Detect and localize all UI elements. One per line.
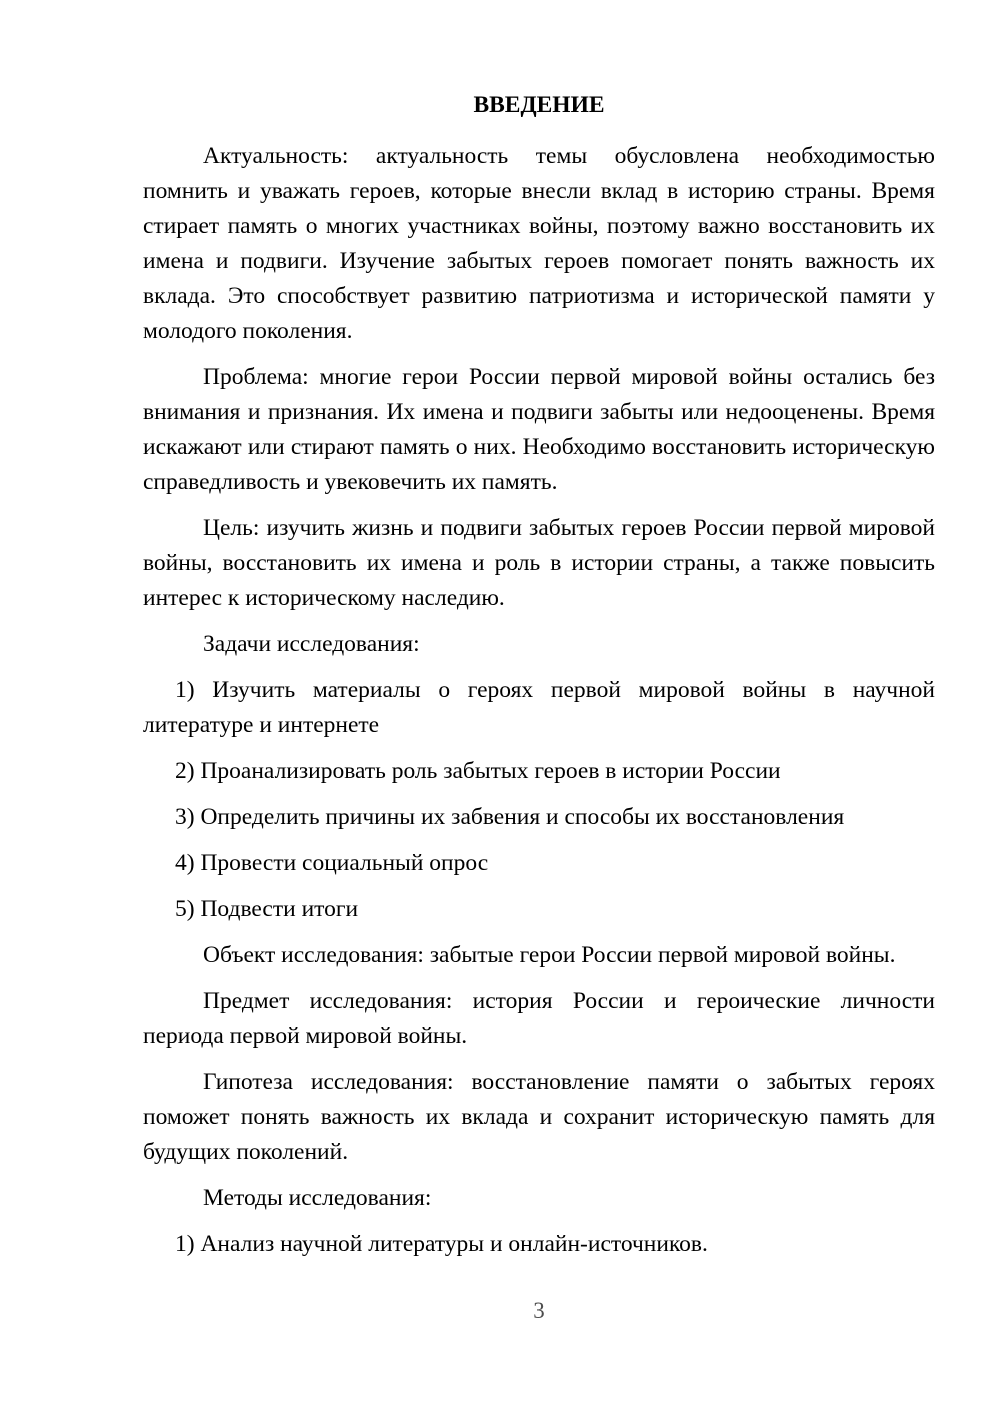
paragraph: Гипотеза исследования: восстановление памяти о забытых героях поможет понять важность их вклада и сохранит историческую память для будущих поколений.	[143, 1069, 935, 1165]
paragraph: Актуальность: актуальность темы обусловлена необходимостью помнить и уважать героев, которые внесли вклад в историю страны. Время стирает память о многих участниках войны, поэтому важно восстановить их имена и подвиги. Изучение забытых героев помогает понять важность их вклада. Это способствует развитию патриотизма и исторической памяти у молодого поколения.	[143, 143, 935, 344]
list-item: 1) Анализ научной литературы и онлайн-источников.	[175, 1231, 708, 1257]
list-item: 1) Изучить материалы о героях первой мировой войны в научной литературе и интернете	[143, 677, 935, 738]
paragraph: Методы исследования:	[203, 1185, 432, 1211]
list-item: 2) Проанализировать роль забытых героев в истории России	[175, 758, 781, 784]
list-item: 5) Подвести итоги	[175, 896, 359, 922]
document-body	[143, 139, 935, 1262]
paragraph: Задачи исследования:	[203, 631, 420, 657]
list-item: 3) Определить причины их забвения и способы их восстановления	[175, 804, 845, 830]
list-item: 4) Провести социальный опрос	[175, 850, 489, 876]
document-title: ВВЕДЕНИЕ	[473, 92, 605, 118]
paragraph: Проблема: многие герои России первой мировой войны остались без внимания и признания. Их имена и подвиги забыты или недооценены. Время искажают или стирают память о них. Необходимо восстановить историческую справедливость и увековечить их память.	[143, 364, 935, 495]
paragraph: Объект исследования: забытые герои России первой мировой войны.	[203, 942, 896, 968]
page-number: 3	[533, 1298, 545, 1323]
paragraph: Цель: изучить жизнь и подвиги забытых героев России первой мировой войны, восстановить их имена и роль в истории страны, а также повысить интерес к историческому наследию.	[143, 515, 935, 611]
paragraph: Предмет исследования: история России и героические личности периода первой мировой войны.	[143, 988, 935, 1049]
